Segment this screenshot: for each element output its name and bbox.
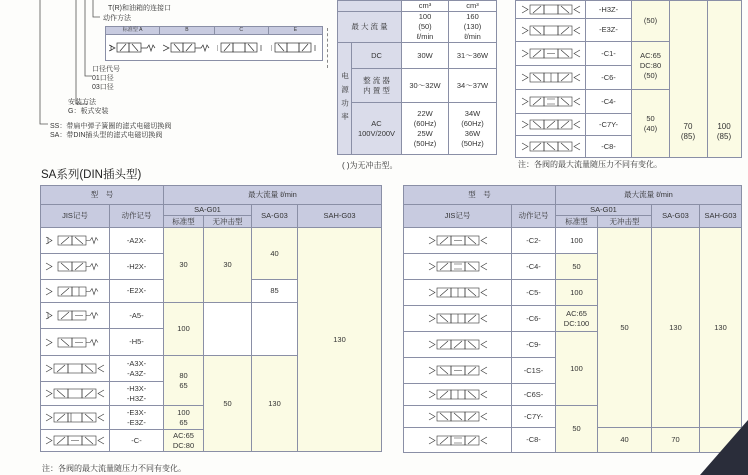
jis-header: JIS记号 bbox=[41, 205, 110, 228]
valve-symbol-icon bbox=[520, 24, 582, 37]
valve-symbol-icon bbox=[427, 388, 489, 401]
sah-g03-header: SAH-G03 bbox=[700, 205, 742, 228]
flow-value: 50 bbox=[204, 356, 252, 452]
sa-g01-header: SA-G01 bbox=[556, 205, 652, 216]
max-flow-header: 最大流量 ℓ/min bbox=[164, 186, 382, 205]
action-code: -A5- bbox=[110, 303, 164, 329]
sa-right-table bbox=[403, 185, 742, 453]
flow-value: 100 bbox=[556, 280, 598, 306]
sa-g03-header: SA-G03 bbox=[652, 205, 700, 228]
flow-value: 100 bbox=[556, 332, 598, 406]
flow-value: 100 bbox=[556, 228, 598, 254]
flow-value: 50 bbox=[556, 406, 598, 453]
valve-symbol-icon bbox=[427, 434, 489, 447]
action-method-label: 动作方法 bbox=[103, 15, 131, 22]
valve-symbol-icon bbox=[109, 41, 157, 55]
valve-symbol-icon bbox=[44, 362, 106, 375]
mini-header-c: C bbox=[215, 27, 269, 34]
install-method-g: G：板式安装 bbox=[68, 108, 109, 115]
rectifier-value: 30～32W bbox=[402, 69, 449, 103]
ac-label: AC 100V/200V bbox=[352, 103, 402, 155]
flow-value: 130 bbox=[298, 228, 382, 452]
action-code: -C1- bbox=[586, 42, 632, 66]
max-flow-value: 100 (50) ℓ/min bbox=[402, 12, 449, 43]
action-code: -H3Z- bbox=[586, 1, 632, 19]
flow-value: 80 65 bbox=[164, 356, 204, 406]
action-code: -E2X- bbox=[110, 280, 164, 303]
action-code: -C9- bbox=[512, 332, 556, 358]
bottom-note: 注：各阀的最大流量随压力不同有变化。 bbox=[42, 464, 186, 473]
action-code: -C7Y- bbox=[586, 114, 632, 136]
flow-value: 70 bbox=[652, 428, 700, 453]
valve-symbol-icon bbox=[163, 41, 211, 55]
power-label: 电源功率 bbox=[338, 43, 352, 155]
page-corner-shadow bbox=[700, 420, 748, 475]
unit-cell: cm³ bbox=[449, 1, 497, 12]
sa-series-title: SA系列(DIN插头型) bbox=[41, 169, 142, 181]
valve-symbol-icon bbox=[44, 411, 106, 424]
flow-value: 85 bbox=[252, 280, 298, 303]
valve-symbol-icon bbox=[44, 260, 106, 273]
flow-value: AC:65 DC:100 bbox=[556, 306, 598, 332]
flow-value: 50 bbox=[598, 228, 652, 428]
action-method-table bbox=[105, 26, 323, 61]
action-code: -C8- bbox=[586, 136, 632, 158]
jis-header: JIS记号 bbox=[404, 205, 512, 228]
valve-symbol-icon bbox=[44, 387, 106, 400]
flow-value: 40 bbox=[598, 428, 652, 453]
flow-value: 70 (85) bbox=[680, 122, 696, 141]
action-code: -H3X- -H3Z- bbox=[110, 382, 164, 406]
mini-header-b: B bbox=[160, 27, 214, 34]
sa-type-note: SA：带DIN插头型的滤式电磁切换阀 bbox=[50, 132, 163, 139]
rectifier-value: 34～37W bbox=[449, 69, 497, 103]
ac-value: 22W (60Hz) 25W (50Hz) bbox=[402, 103, 449, 155]
valve-symbol-icon bbox=[520, 71, 582, 84]
flow-value: 130 bbox=[652, 228, 700, 428]
action-code: -H5- bbox=[110, 329, 164, 356]
dc-value: 30W bbox=[402, 43, 449, 69]
unit-cell: cm³ bbox=[402, 1, 449, 12]
action-code: -C6- bbox=[586, 66, 632, 90]
ss-type-note: SS：带扁中弹子簧圈的滤式电磁切换阀 bbox=[50, 123, 172, 130]
port-code-01: 01口径 bbox=[92, 75, 114, 82]
mini-header-a: 标准型 A bbox=[106, 27, 160, 34]
model-header: 型 号 bbox=[404, 186, 556, 205]
valve-symbol-icon bbox=[427, 234, 489, 247]
action-code: -E3Z- bbox=[586, 19, 632, 42]
no-shock-header: 无冲击型 bbox=[598, 216, 652, 228]
port-code-label: 口径代号 bbox=[92, 66, 120, 73]
flow-value: AC:65 DC:80 bbox=[164, 430, 204, 452]
valve-symbol-icon bbox=[427, 338, 489, 351]
standard-header: 标准型 bbox=[164, 216, 204, 228]
valve-symbol-icon bbox=[520, 140, 582, 153]
flow-value: (50) bbox=[632, 1, 670, 42]
dashed-divider bbox=[323, 28, 328, 68]
install-method-label: 安装方法 bbox=[68, 99, 96, 106]
action-code: -C8- bbox=[512, 428, 556, 453]
sa-left-table bbox=[40, 185, 382, 452]
valve-symbol-icon bbox=[44, 285, 106, 298]
action-code: -A2X- bbox=[110, 228, 164, 254]
flow-value: 50 (40) bbox=[632, 90, 670, 158]
max-flow-header: 最大流量 ℓ/min bbox=[556, 186, 742, 205]
port-connection-text: T(R)和油箱的连接口 bbox=[108, 5, 171, 12]
standard-header: 标准型 bbox=[556, 216, 598, 228]
no-shock-note: ( )为无冲击型。 bbox=[342, 161, 398, 170]
action-code: -C- bbox=[110, 430, 164, 452]
ac-value: 34W (60Hz) 36W (50Hz) bbox=[449, 103, 497, 155]
flow-value: 40 bbox=[252, 228, 298, 280]
valve-symbol-icon bbox=[44, 336, 106, 349]
valve-symbol-icon bbox=[44, 234, 106, 247]
flow-value: 30 bbox=[204, 228, 252, 303]
valve-symbol-icon bbox=[44, 434, 106, 447]
flow-value: 130 bbox=[700, 228, 742, 428]
flow-value: 130 bbox=[252, 356, 298, 452]
model-header: 型 号 bbox=[41, 186, 164, 205]
action-code: -C4- bbox=[512, 254, 556, 280]
flow-value: 50 bbox=[556, 254, 598, 280]
flow-value: AC:65 DC:80 (50) bbox=[632, 42, 670, 90]
action-code: -C4- bbox=[586, 90, 632, 114]
valve-symbol-icon bbox=[427, 410, 489, 423]
dc-label: DC bbox=[352, 43, 402, 69]
valve-symbol-icon bbox=[520, 3, 582, 16]
port-code-03: 03口径 bbox=[92, 84, 114, 91]
action-code: -H2X- bbox=[110, 254, 164, 280]
no-shock-header: 无冲击型 bbox=[204, 216, 252, 228]
power-spec-table bbox=[337, 0, 497, 155]
action-code: -C2- bbox=[512, 228, 556, 254]
action-code: -C1S- bbox=[512, 358, 556, 384]
max-flow-value: 160 (130) ℓ/min bbox=[449, 12, 497, 43]
action-code: -C6- bbox=[512, 306, 556, 332]
sa-g01-header: SA-G01 bbox=[164, 205, 252, 216]
action-code: -C6S- bbox=[512, 384, 556, 406]
rectifier-label: 整 流 器 内 置 型 bbox=[352, 69, 402, 103]
valve-symbol-icon bbox=[427, 364, 489, 377]
dc-value: 31～36W bbox=[449, 43, 497, 69]
action-code: -C7Y- bbox=[512, 406, 556, 428]
valve-symbol-icon bbox=[427, 312, 489, 325]
flow-value: 100 bbox=[164, 303, 204, 356]
valve-symbol-icon bbox=[427, 286, 489, 299]
valve-symbol-icon bbox=[520, 47, 582, 60]
action-header: 动作记号 bbox=[512, 205, 556, 228]
sa-g03-header: SA-G03 bbox=[252, 205, 298, 228]
valve-symbol-icon bbox=[427, 260, 489, 273]
sah-g03-header: SAH-G03 bbox=[298, 205, 382, 228]
action-code: -C5- bbox=[512, 280, 556, 306]
top-right-note: 注：各阀的最大流量随压力不同有变化。 bbox=[518, 160, 662, 169]
flow-value: 30 bbox=[164, 228, 204, 303]
flow-value: 100 (85) bbox=[716, 122, 732, 141]
action-code: -E3X- -E3Z- bbox=[110, 406, 164, 430]
valve-symbol-icon bbox=[520, 95, 582, 108]
valve-symbol-icon bbox=[271, 41, 319, 55]
mini-header-e: E bbox=[293, 27, 298, 33]
action-code: -A3X- -A3Z- bbox=[110, 356, 164, 382]
valve-symbol-icon bbox=[44, 309, 106, 322]
flow-value: 100 65 bbox=[164, 406, 204, 430]
action-header: 动作记号 bbox=[110, 205, 164, 228]
max-flow-label: 最 大 流 量 bbox=[338, 12, 402, 43]
valve-symbol-icon bbox=[217, 41, 265, 55]
valve-symbol-icon bbox=[520, 118, 582, 131]
